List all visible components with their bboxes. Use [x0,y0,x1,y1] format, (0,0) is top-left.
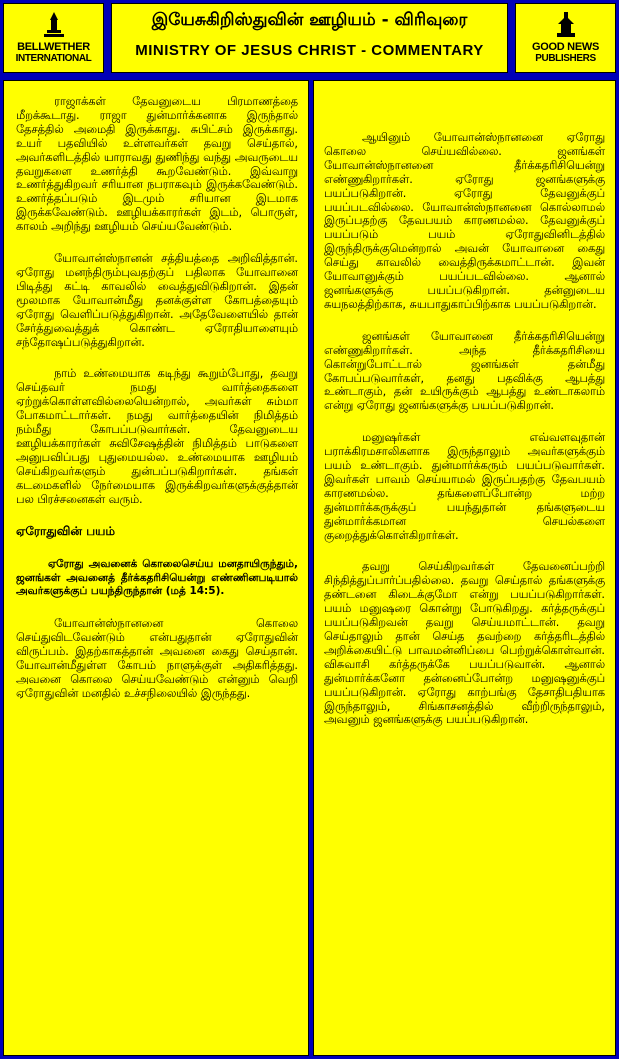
right-column [313,80,616,1056]
logo-right-line1: GOOD NEWS [532,41,599,53]
left-paragraph-1: ராஜாக்கள் தேவனுடைய பிரமாணத்தை மீறக்கூடாது. ராஜா துன்மார்க்கனாக இருந்தால் தேசத்தில் அமைதி இருக்காது. சுபிட்சம் இருக்காது. உயர் பதவியில் உள்ளவர்கள் தவறு செய்தால், அவர்களிடத்தில் யாராவது துணிந்து வந்து அவருடைய தவறுகளை உணர்த்தி கூறவேண்டும். இவ்வாறு உணர்த்துகிறவர் சரியான நபராகவும் இருக்கவேண்டும். உணர்த்தப்படும் இடமும் சரியான இடமாக இருக்கவேண்டும். ஊழியக்காரர்கள் இடம், பொருள், காலம் அறிந்து ஊழியம் செய்யவேண்டும். [16,95,298,234]
bell-tower-icon [42,12,66,38]
good-news-logo [515,3,616,73]
title-english: MINISTRY OF JESUS CHRIST - COMMENTARY [135,42,484,59]
right-paragraph-1: ஆயினும் யோவான்ஸ்நானனை ஏரோது கொலை செய்யவில்லை. ஜனங்கள் யோவான்ஸ்நானனை தீர்க்கதரிசியென்று எண்ணுகிறார்கள். ஏரோது ஜனங்களுக்கு பயப்படுகிறான். ஏரோது தேவனுக்குப் பயப்படவில்லை. யோவான்ஸ்நானனை கொல்லாமல் இருப்பதற்கு தேவபயம் காரணமல்ல. தேவனுக்குப் பயப்படும் பயம் ஏரோதுவினிடத்தில் இருந்திருக்குமென்றால் அவன் யோவானை கைது செய்து காவலில் வைத்திருக்கமாட்டான். இவன் யோவானுக்கும் பயப்படவில்லை. ஆனால் ஜனங்களுக்கு பயப்படுகிறான். தன்னுடைய சுயநலத்திற்காக, சுயபாதுகாப்பிற்காக பயப்படுகிறான். [324,131,605,311]
left-paragraph-4: யோவான்ஸ்நானனை கொலை செய்துவிடவேண்டும் என்பதுதான் ஏரோதுவின் விருப்பம். இதற்காகத்தான் அவனை கைது செய்தான். யோவான்மீதுள்ள கோபம் நாளுக்குள் அதிகரித்தது. அவனை கொலை செய்யவேண்டும் என்னும் வெறி ஏரோதுவின் மனதில் உச்சநிலையில் இருந்தது. [16,616,298,700]
logo-left-line1: BELLWETHER [17,41,90,53]
scripture-verse: ஏரோது அவனைக் கொலைசெய்ய மனதாயிருந்தும், ஜனங்கள் அவனைத் தீர்க்கதரிசியென்று எண்ணினபடியால் அவர்களுக்குப் பயந்திருந்தான் (மத் 14:5). [16,558,298,598]
right-paragraph-4: தவறு செய்கிறவர்கள் தேவனைப்பற்றி சிந்தித்துப்பார்ப்பதில்லை. தவறு செய்தால் தங்களுக்கு தண்டனை கிடைக்குமோ என்று பயப்படுகிறார்கள். பயம் மனுஷரை கொன்று போடுகிறது. கர்த்தருக்குப் பயப்படுகிறவன் தவறு செய்யமாட்டான். தவறு செய்தாலும் தான் செய்த தவற்றை கர்த்தரிடத்தில் அறிக்கையிட்டு பாவமன்னிப்பை பெற்றுக்கொள்வான். விசுவாசி கர்த்தருக்கே பயப்படுவான். ஆனால் துன்மார்க்கனோ தன்னைப்போன்ற மனுஷனுக்குப் பயப்படுகிறான். ஏரோது காற்பங்கு தேசாதிபதியாக இருந்தாலும், சிங்காசனத்தில் வீற்றிருந்தாலும், அவனும் ஜனங்களுக்கு பயப்படுகிறான். [324,560,605,727]
logo-right-line2: PUBLISHERS [535,53,596,64]
title-tamil: இயேசுகிறிஸ்துவின் ஊழியம் - விரிவுரை [151,10,468,30]
bellwether-logo [3,3,104,73]
tower-icon [554,12,578,38]
section-heading: ஏரோதுவின் பயம் [16,524,116,539]
left-paragraph-3: நாம் உண்மையாக கடிந்து கூறும்போது, தவறு செய்தவர் நமது வார்த்தைகளை ஏற்றுக்கொள்ளவில்லையென்றால், அவர்கள் சும்மா போகமாட்டார்கள். நமது வார்த்தையின் நிமித்தம் நம்மீது கோபப்படுவார்கள். தேவனுடைய ஊழியக்காரர்கள் சுவிசேஷத்தின் நிமித்தம் பாடுகளை அனுபவிப்பது புதுமையல்ல. உண்மையாக ஊழியம் செய்கிறவர்களும் துன்பப்படுகிறார்கள். தங்கள் கடமைகளில் நேர்மையாக இருக்கிறவர்களுக்குத்தான் பல பிரச்சனைகள் வரும். [16,367,298,506]
left-column [3,80,309,1056]
header-title-box [111,3,508,73]
logo-left-line2: INTERNATIONAL [15,53,92,64]
right-paragraph-2: ஜனங்கள் யோவானை தீர்க்கதரிசியென்று எண்ணுகிறார்கள். அந்த தீர்க்கதரிசியை கொன்றுபோட்டால் ஜனங்கள் தன்மீது கோபப்படுவார்கள், தனது பதவிக்கு ஆபத்து உண்டாகும், தன் உயிருக்கும் ஆபத்து உண்டாகலாம் என்று ஏரோது ஜனங்களுக்கு பயப்படுகிறான். [324,329,605,413]
left-paragraph-2: யோவான்ஸ்நானன் சத்தியத்தை அறிவித்தான். ஏரோது மனந்திரும்புவதற்குப் பதிலாக யோவானை பிடித்து கட்டி காவலில் வைத்துவிடுகிறான். இதன் மூலமாக யோவான்மீது தனக்குள்ள கோபத்தையும் ஏரோது வெளிப்படுத்துகிறான். அதேவேளையில் தான் சேர்த்துவைத்துக் கொண்ட ஏரோதியாளையும் சந்தோஷப்படுத்துகிறான். [16,252,298,349]
right-paragraph-3: மனுஷர்கள் எவ்வளவுதான் பராக்கிரமசாலிகளாக இருந்தாலும் அவர்களுக்கும் பயம் உண்டாகும். துன்மார்க்கரும் பயப்படுவார்கள். இவர்கள் பாவம் செய்யாமல் இருப்பதற்கு தேவபயம் காரணமல்ல. தங்களைப்போன்ற மற்ற துன்மார்க்கருக்குப் பயந்துதான் தங்களுடைய துன்மார்க்கமான செயல்களை குறைத்துக்கொள்கிறார்கள். [324,431,605,542]
